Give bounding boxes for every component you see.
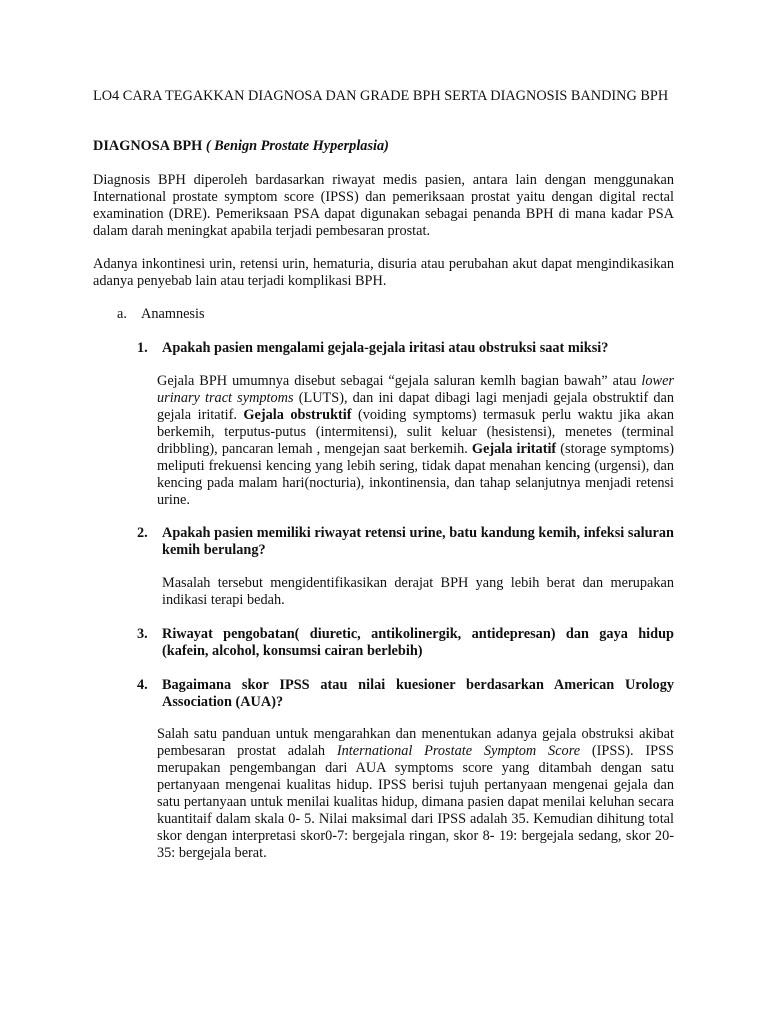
- question-number: 3.: [137, 626, 148, 642]
- section-title: [93, 138, 674, 155]
- question-text: Bagaimana skor IPSS atau nilai kuesioner berdasarkan American Urology Association (AUA)?: [162, 677, 674, 710]
- question-number: 2.: [137, 525, 148, 541]
- answer-text: [157, 373, 674, 509]
- question-number: 1.: [137, 340, 148, 356]
- answer-span: (voiding symptoms) termasuk perlu waktu jika akan berkemih, terputus-putus (intermitensi), sulit keluar (hesistensi), menetes (terminal dribbling), pancaran lemah , mengejan saat berkemih.: [157, 407, 674, 457]
- answer-text: [157, 726, 674, 862]
- section-title-bold: DIAGNOSA BPH: [93, 138, 203, 154]
- answer-italic: lower urinary tract symptoms: [157, 373, 674, 406]
- answer-bold: Gejala iritatif: [471, 441, 557, 457]
- question-text: Apakah pasien memiliki riwayat retensi urine, batu kandung kemih, infeksi saluran kemih berulang?: [162, 525, 674, 558]
- question-text: Riwayat pengobatan( diuretic, antikolinergik, antidepresan) dan gaya hidup (kafein, alcohol, konsumsi cairan berlebih): [162, 626, 674, 659]
- document-heading: LO4 CARA TEGAKKAN DIAGNOSA DAN GRADE BPH SERTA DIAGNOSIS BANDING BPH: [93, 88, 669, 104]
- paragraph-diagnosis: Diagnosis BPH diperoleh bardasarkan riwayat medis pasien, antara lain dengan menggunakan International prostate symptom score (IPSS) dan pemeriksaan prostat yaitu dengan digital rectal examination (DRE). Pemeriksaan PSA dapat digunakan sebagai penanda BPH di mana kadar PSA dalam darah meningkat apabila terjadi pembesaran prostat.: [93, 172, 674, 239]
- answer-bold: Gejala obstruktif: [243, 407, 352, 423]
- section-title-italic: ( Benign Prostate Hyperplasia): [205, 138, 389, 154]
- answer-span: (LUTS), dan ini dapat dibagi lagi menjadi gejala obstruktif dan gejala iritatif.: [157, 390, 675, 423]
- answer-span: (IPSS). IPSS merupakan pengembangan dari AUA symptoms score yang ditambah dengan satu pertanyaan mengenai kualitas hidup. IPSS berisi tujuh pertanyaan mengenai gejala dan satu pertanyaan untuk menilai kualitas hidup, dimana pasien dapat menilai keluhan secara kuantitaif dalam skala 0- 5. Nilai maksimal dari IPSS adalah 35. Kemudian dihitung total skor dengan interpretasi skor0-7: bergejala ringan, skor 8- 19: bergejala sedang, skor 20-35: bergejala berat.: [157, 743, 674, 861]
- answer-span: Gejala BPH umumnya disebut sebagai “gejala saluran kemlh bagian bawah” atau: [157, 373, 642, 389]
- list-marker: a.: [117, 306, 127, 322]
- answer-span: (storage symptoms) meliputi frekuensi kencing yang lebih sering, tidak dapat menahan kencing (urgensi), dan kencing pada malam hari(nocturia), inkontinensia, dan tahap selanjutnya menjadi retensi urine.: [157, 441, 674, 508]
- answer-italic: International Prostate Symptom Score: [336, 743, 581, 759]
- answer-text: Masalah tersebut mengidentifikasikan derajat BPH yang lebih berat dan merupakan indikasi terapi bedah.: [162, 575, 674, 608]
- answer-span: Salah satu panduan untuk mengarahkan dan menentukan adanya gejala obstruksi akibat pembesaran prostat adalah: [157, 726, 674, 759]
- list-label: Anamnesis: [141, 306, 205, 322]
- question-number: 4.: [137, 677, 148, 693]
- question-text: Apakah pasien mengalami gejala-gejala iritasi atau obstruksi saat miksi?: [162, 340, 609, 356]
- paragraph-complications: Adanya inkontinesi urin, retensi urin, hematuria, disuria atau perubahan akut dapat mengindikasikan adanya penyebab lain atau terjadi komplikasi BPH.: [93, 256, 674, 289]
